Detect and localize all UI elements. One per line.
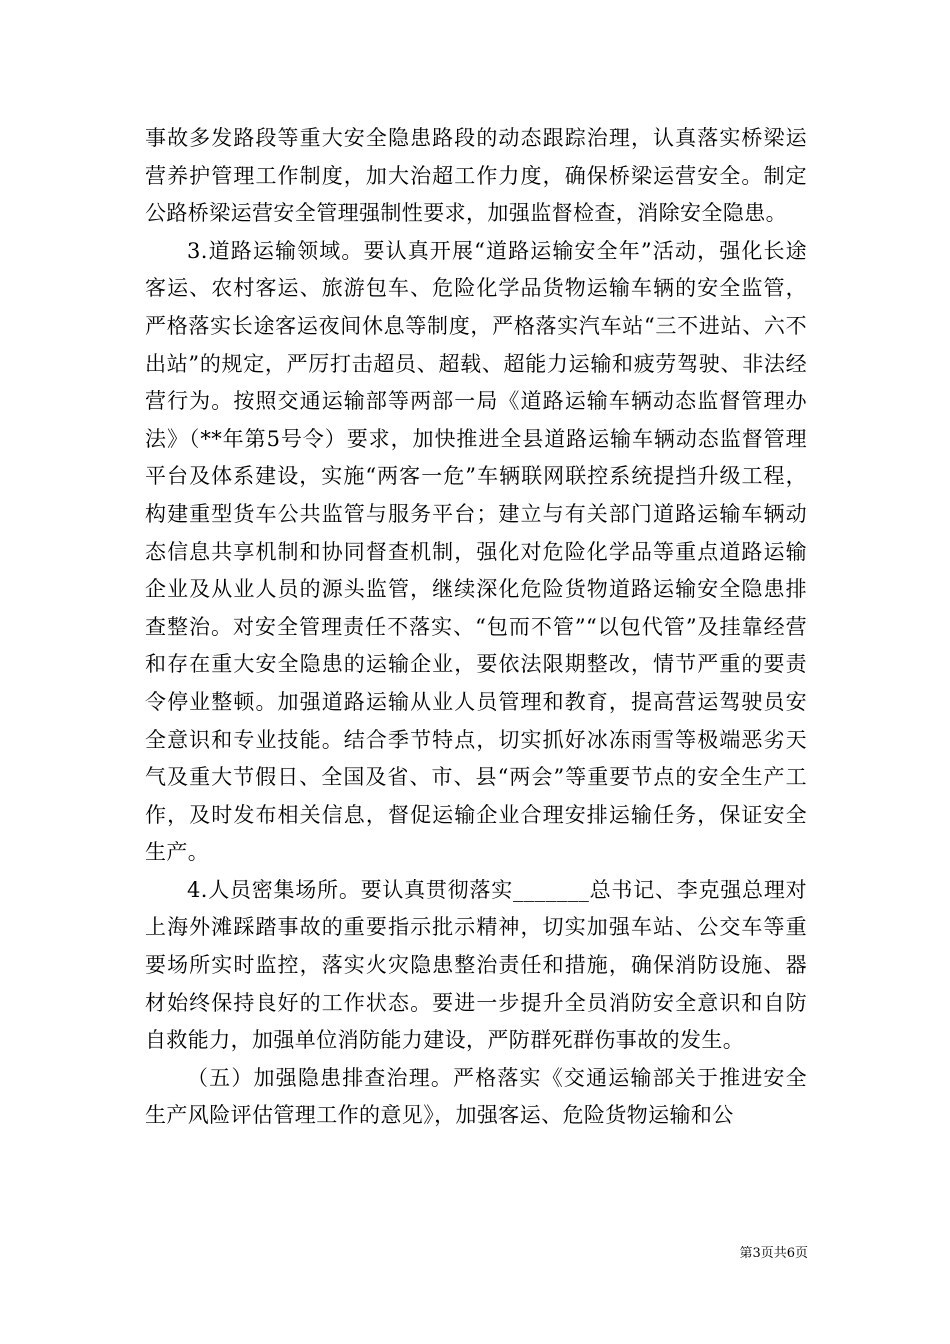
paragraph-road-transport: 3.道路运输领域。要认真开展“道路运输安全年”活动，强化长途客运、农村客运、旅游包车、危险化学品货物运输车辆的安全监管，严格落实长途客运夜间休息等制度，严格落实汽车站“三不进站、六不出站”的规定，严厉打击超员、超载、超能力运输和疲劳驾驶、非法经营行为。按照交通运输部等两部一局《道路运输车辆动态监督管理办法》（**年第5号令）要求，加快推进全县道路运输车辆动态监督管理平台及体系建设，实施“两客一危”车辆联网联控系统提挡升级工程，构建重型货车公共监管与服务平台；建立与有关部门道路运输车辆动态信息共享机制和协同督查机制，强化对危险化学品等重点道路运输企业及从业人员的源头监管，继续深化危险货物道路运输安全隐患排查整治。对安全管理责任不落实、“包而不管”“以包代管”及挂靠经营和存在重大安全隐患的运输企业，要依法限期整改，情节严重的要责令停业整顿。加强道路运输从业人员管理和教育，提高营运驾驶员安全意识和专业技能。结合季节特点，切实抓好冰冻雨雪等极端恶劣天气及重大节假日、全国及省、市、县“两会”等重要节点的安全生产工作，及时发布相关信息，督促运输企业合理安排运输任务，保证安全生产。	[145, 238, 807, 865]
paragraph-hazard-inspection: （五）加强隐患排查治理。严格落实《交通运输部关于推进安全生产风险评估管理工作的意见》，加强客运、危险货物运输和公	[145, 1065, 807, 1128]
page-number: 第3页共6页	[739, 1246, 808, 1261]
paragraph-crowded-places: 4.人员密集场所。要认真贯彻落实_______总书记、李克强总理对上海外滩踩踏事故的重要指示批示精神，切实加强车站、公交车等重要场所实时监控，落实火灾隐患整治责任和措施，确保消防设施、器材始终保持良好的工作状态。要进一步提升全员消防安全意识和自防自救能力，加强单位消防能力建设，严防群死群伤事故的发生。	[145, 877, 807, 1053]
paragraph-continuation: 事故多发路段等重大安全隐患路段的动态跟踪治理，认真落实桥梁运营养护管理工作制度，加大治超工作力度，确保桥梁运营安全。制定公路桥梁运营安全管理强制性要求，加强监督检查，消除安全隐患。	[145, 126, 807, 226]
document-body	[145, 120, 807, 1135]
